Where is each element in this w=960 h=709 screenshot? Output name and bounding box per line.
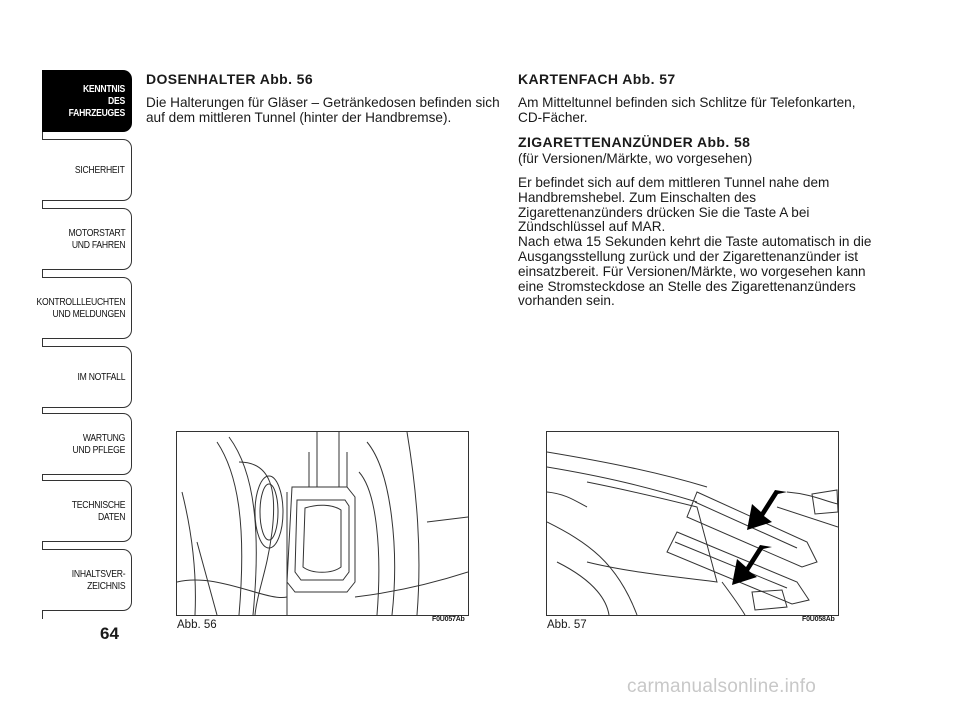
tab-motorstart-und-fahren[interactable] [42,208,132,270]
figure-caption-56: Abb. 56 [177,619,217,631]
figure-code-57: F0U058Ab [802,616,835,623]
tab-inhaltsverzeichnis[interactable] [42,549,132,611]
tab-sicherheit[interactable] [42,139,132,201]
section-body-kartenfach: Am Mitteltunnel befinden sich Schlitze für Telefonkarten, CD-Fächer. [518,94,856,125]
figure-cup-holder [176,431,469,616]
section-heading: DOSENHALTER Abb. 56 [146,71,314,87]
watermark: carmanualsonline.info [627,676,817,697]
tab-label: INHALTSVER- ZEICHNIS [71,568,125,592]
tab-label: KENNTNIS DES FAHRZEUGES [68,83,125,119]
tab-label: KONTROLLLEUCHTEN UND MELDUNGEN [36,296,125,320]
tab-kontrollleuchten-und-meldungen[interactable] [36,277,132,339]
section-heading-zigarettenanzuender: ZIGARETTENANZÜNDER Abb. 58 [518,134,751,151]
section-kartenfach-zigarettenanzuender [518,72,878,309]
tab-im-notfall[interactable] [42,346,132,408]
tab-technische-daten[interactable] [42,480,132,542]
tab-kenntnis-des-fahrzeuges[interactable] [42,70,132,132]
figure-card-slots [546,431,839,616]
section-subnote: (für Versionen/Märkte, wo vorgesehen) [518,151,753,167]
card-slots-illustration [547,432,838,615]
section-body: Die Halterungen für Gläser – Getränkedosen befinden sich auf dem mittleren Tunnel (hinter der Handbremse). [146,94,500,125]
page-number: 64 [100,624,119,643]
tab-label: WARTUNG UND PFLEGE [72,432,125,456]
section-heading-kartenfach: KARTENFACH Abb. 57 [518,71,676,87]
tab-label: IM NOTFALL [77,371,125,383]
tab-label: MOTORSTART UND FAHREN [68,227,125,251]
figure-code-56: F0U057Ab [432,616,465,623]
section-dosenhalter [146,72,501,125]
tab-label: SICHERHEIT [75,164,125,176]
section-paragraph-2: Nach etwa 15 Sekunden kehrt die Taste automatisch in die Ausgangsstellung zurück und der Zigarettenanzünder ist einsatzbereit. Für Versionen/Märkte, wo vorgesehen kann eine Stromsteckdose an Stelle des Zigarettenanzünders vorhanden sein. [518,234,872,309]
figure-caption-57: Abb. 57 [547,619,587,631]
section-paragraph-1: Er befindet sich auf dem mittleren Tunnel nahe dem Handbremshebel. Zum Einschalten des Zigarettenanzünders drücken Sie die Taste A bei Zündschlüssel auf MAR. [518,174,830,235]
cup-holder-illustration [177,432,468,615]
tab-wartung-und-pflege[interactable] [42,413,132,475]
tab-label: TECHNISCHE DATEN [71,499,125,523]
